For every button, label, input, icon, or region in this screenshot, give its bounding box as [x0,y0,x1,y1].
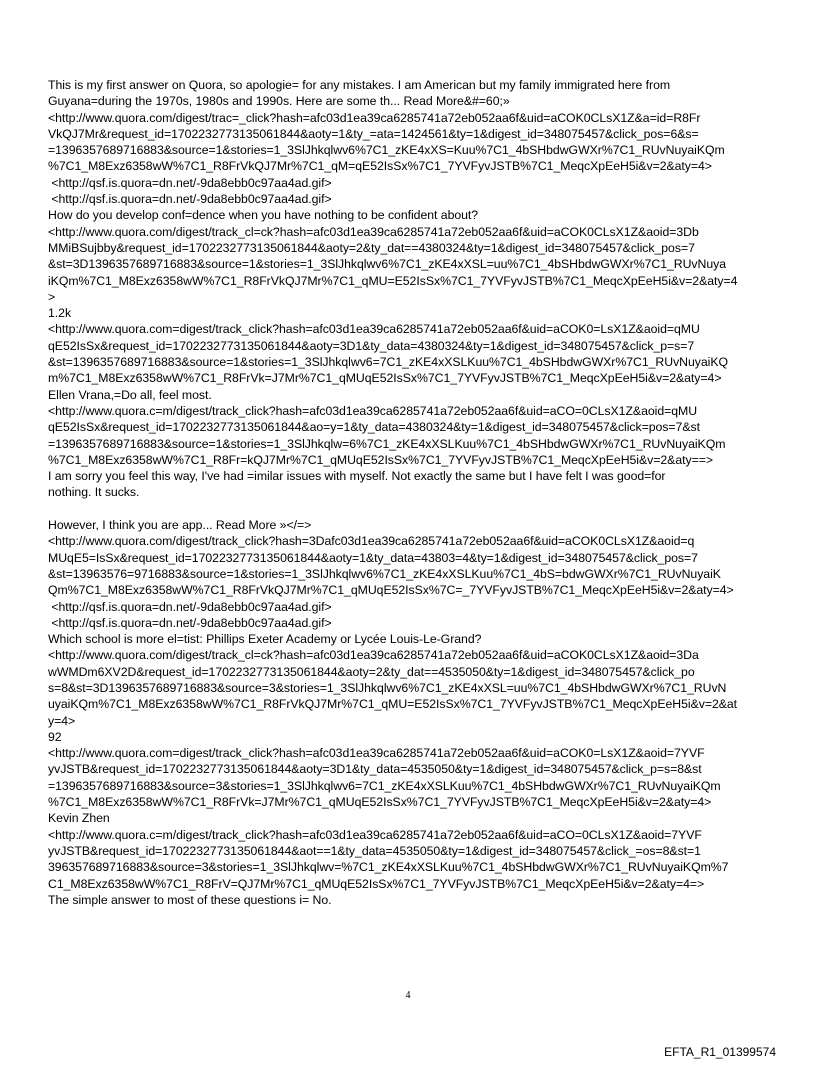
text-line: m%7C1_M8Exz6358wW%7C1_R8FrVk=J7Mr%7C1_qMUqE52IsSx%7C1_7YVFyvJSTB%7C1_MeqcXpEeH5i&v=2&aty=4> [48,371,722,386]
text-line: <http://www.quora.com/digest/track_click?hash=3Dafc03d1ea39ca6285741a72eb052aa6f&uid=aCOK0CLsX1Z&aoid=q [48,534,695,549]
text-line: yvJSTB&request_id=1702232773135061844&aot==1&ty_data=4535050&ty=1&digest_id=348075457&click_=os=8&st=1 [48,843,701,858]
page-number: 4 [405,990,411,1001]
text-line: nothing. It sucks. [48,485,140,500]
text-line: =1396357689716883&source=1&stories=1_3SlJhkqlw=6%7C1_zKE4xXSLKuu%7C1_4bSHbdwGWXr%7C1_RUvNuyaiKQm [48,436,726,451]
document-id: EFTA_R1_01399574 [664,1045,776,1059]
text-line: <http://www.quora.c=m/digest/track_click?hash=afc03d1ea39ca6285741a72eb052aa6f&uid=aCO=0CLsX1Z&aoid=7YVF [48,827,702,842]
text-line: =1396357689716883&source=1&stories=1_3SlJhkqlwv6%7C1_zKE4xXS=Kuu%7C1_4bSHbdwGWXr%7C1_RUvNuyaiKQm [48,143,725,158]
text-line: C1_M8Exz6358wW%7C1_R8FrV=QJ7Mr%7C1_qMUqE52IsSx%7C1_7YVFyvJSTB%7C1_MeqcXpEeH5i&v=2&aty=4=> [48,876,705,891]
text-line: Kevin Zhen [48,811,110,826]
text-line: =1396357689716883&source=3&stories=1_3SlJhkqlwv6=7C1_zKE4xXSLKuu%7C1_4bSHbdwGWXr%7C1_RUvNuyaiKQm [48,778,721,793]
text-line: Qm%7C1_M8Exz6358wW%7C1_R8FrVkQJ7Mr%7C1_qMUqE52IsSx%7C=_7YVFyvJSTB%7C1_MeqcXpEeH5i&v=2&aty=4> [48,583,734,598]
text-line: &st=13963576=9716883&source=1&stories=1_3SlJhkqlwv6%7C1_zKE4xXSLKuu%7C1_4bS=bdwGWXr%7C1_RUvNuyaiK [48,566,721,581]
text-line: <http://www.quora.com/digest/track_cl=ck?hash=afc03d1ea39ca6285741a72eb052aa6f&uid=aCOK0CLsX1Z&aoid=3Db [48,224,699,239]
text-line: wWMDm6XV2D&request_id=1702232773135061844&aoty=2&ty_dat==4535050&ty=1&digest_id=348075457&click_po [48,664,695,679]
text-line: I am sorry you feel this way, I've had =imilar issues with myself. Not exactly the same but I have felt I was good=for [48,469,666,484]
text-line: iKQm%7C1_M8Exz6358wW%7C1_R8FrVkQJ7Mr%7C1_qMU=E52IsSx%7C1_7YVFyvJSTB%7C1_MeqcXpEeH5i&v=2&aty=4 [48,273,738,288]
text-line: %7C1_M8Exz6358wW%7C1_R8FrVk=J7Mr%7C1_qMUqE52IsSx%7C1_7YVFyvJSTB%7C1_MeqcXpEeH5i&v=2&aty=4> [48,795,712,810]
text-line: <http://www.quora.com=digest/track_click?hash=afc03d1ea39ca6285741a72eb052aa6f&uid=aCOK0=LsX1Z&aoid=7YVF [48,746,705,761]
text-line: y=4> [48,713,76,728]
text-line: 92 [48,729,62,744]
text-line: <http://www.quora.com/digest/trac=_click?hash=afc03d1ea39ca6285741a72eb052aa6f&uid=aCOK0CLsX1Z&a=id=R8Fr [48,110,701,125]
text-line: qE52IsSx&request_id=1702232773135061844&aoty=3D1&ty_data=4380324&ty=1&digest_id=348075457&click_p=s=7 [48,338,695,353]
text-line: MUqE5=IsSx&request_id=1702232773135061844&aoty=1&ty_data=43803=4&ty=1&digest_id=348075457&click_pos=7 [48,550,698,565]
text-line: > [48,289,56,304]
text-line: <http://qsf.is.quora=dn.net/-9da8ebb0c97aa4ad.gif> [48,175,332,190]
text-line: VkQJ7Mr&request_id=1702232773135061844&aoty=1&ty_=ata=1424561&ty=1&digest_id=348075457&click_pos=6&s= [48,126,699,141]
text-line: &st=1396357689716883&source=1&stories=1_3SlJhkqlwv6=7C1_zKE4xXSLKuu%7C1_4bSHbdwGWXr%7C1_RUvNuyaiKQ [48,355,729,370]
text-line: Which school is more el=tist: Phillips Exeter Academy or Lycée Louis-Le-Grand? [48,632,482,647]
text-line: yvJSTB&request_id=1702232773135061844&aoty=3D1&ty_data=4535050&ty=1&digest_id=348075457&click_p=s=8&st [48,762,702,777]
text-line: How do you develop conf=dence when you have nothing to be confident about? [48,208,479,223]
text-line: <http://www.quora.c=m/digest/track_click?hash=afc03d1ea39ca6285741a72eb052aa6f&uid=aCO=0CLsX1Z&aoid=qMU [48,403,698,418]
text-line: However, I think you are app... Read More »</=> [48,518,312,533]
text-line: %7C1_M8Exz6358wW%7C1_R8Fr=kQJ7Mr%7C1_qMUqE52IsSx%7C1_7YVFyvJSTB%7C1_MeqcXpEeH5i&v=2&aty==> [48,452,713,467]
document-body [48,77,783,908]
text-line: <http://www.quora.com/digest/track_cl=ck?hash=afc03d1ea39ca6285741a72eb052aa6f&uid=aCOK0CLsX1Z&aoid=3Da [48,648,699,663]
text-line: <http://qsf.is.quora=dn.net/-9da8ebb0c97aa4ad.gif> [48,192,332,207]
text-line: MMiBSujbby&request_id=1702232773135061844&aoty=2&ty_dat==4380324&ty=1&digest_id=348075457&click_pos=7 [48,240,695,255]
text-line: uyaiKQm%7C1_M8Exz6358wW%7C1_R8FrVkQJ7Mr%7C1_qMU=E52IsSx%7C1_7YVFyvJSTB%7C1_MeqcXpEeH5i&v=2&at [48,697,738,712]
text-line: This is my first answer on Quora, so apologie= for any mistakes. I am American but my family immigrated here from [48,78,671,92]
text-line: <http://qsf.is.quora=dn.net/-9da8ebb0c97aa4ad.gif> [48,615,332,630]
blank-line [48,501,783,517]
text-line: 1.2k [48,306,72,321]
text-line: s=8&st=3D1396357689716883&source=3&stories=1_3SlJhkqlwv6%7C1_zKE4xXSL=uu%7C1_4bSHbdwGWXr%7C1_RUvN [48,680,727,695]
text-line: Ellen Vrana,=Do all, feel most. [48,387,212,402]
text-line: &st=3D1396357689716883&source=1&stories=1_3SlJhkqlwv6%7C1_zKE4xXSL=uu%7C1_4bSHbdwGWXr%7C1_RUvNuya [48,257,727,272]
text-line: Guyana=during the 1970s, 1980s and 1990s. Here are some th... Read More&#=60;» [48,94,510,109]
text-line: 396357689716883&source=3&stories=1_3SlJhkqlwv=%7C1_zKE4xXSLKuu%7C1_4bSHbdwGWXr%7C1_RUvNuyaiKQm%7 [48,860,729,875]
text-line: The simple answer to most of these questions i= No. [48,892,332,907]
text-line: qE52IsSx&request_id=1702232773135061844&ao=y=1&ty_data=4380324&ty=1&digest_id=348075457&click=pos=7&st [48,420,700,435]
text-line: <http://qsf.is.quora=dn.net/-9da8ebb0c97aa4ad.gif> [48,599,332,614]
text-line: %7C1_M8Exz6358wW%7C1_R8FrVkQJ7Mr%7C1_qM=qE52IsSx%7C1_7YVFyvJSTB%7C1_MeqcXpEeH5i&v=2&aty=4> [48,159,712,174]
text-line: <http://www.quora.com=digest/track_click?hash=afc03d1ea39ca6285741a72eb052aa6f&uid=aCOK0=LsX1Z&aoid=qMU [48,322,700,337]
